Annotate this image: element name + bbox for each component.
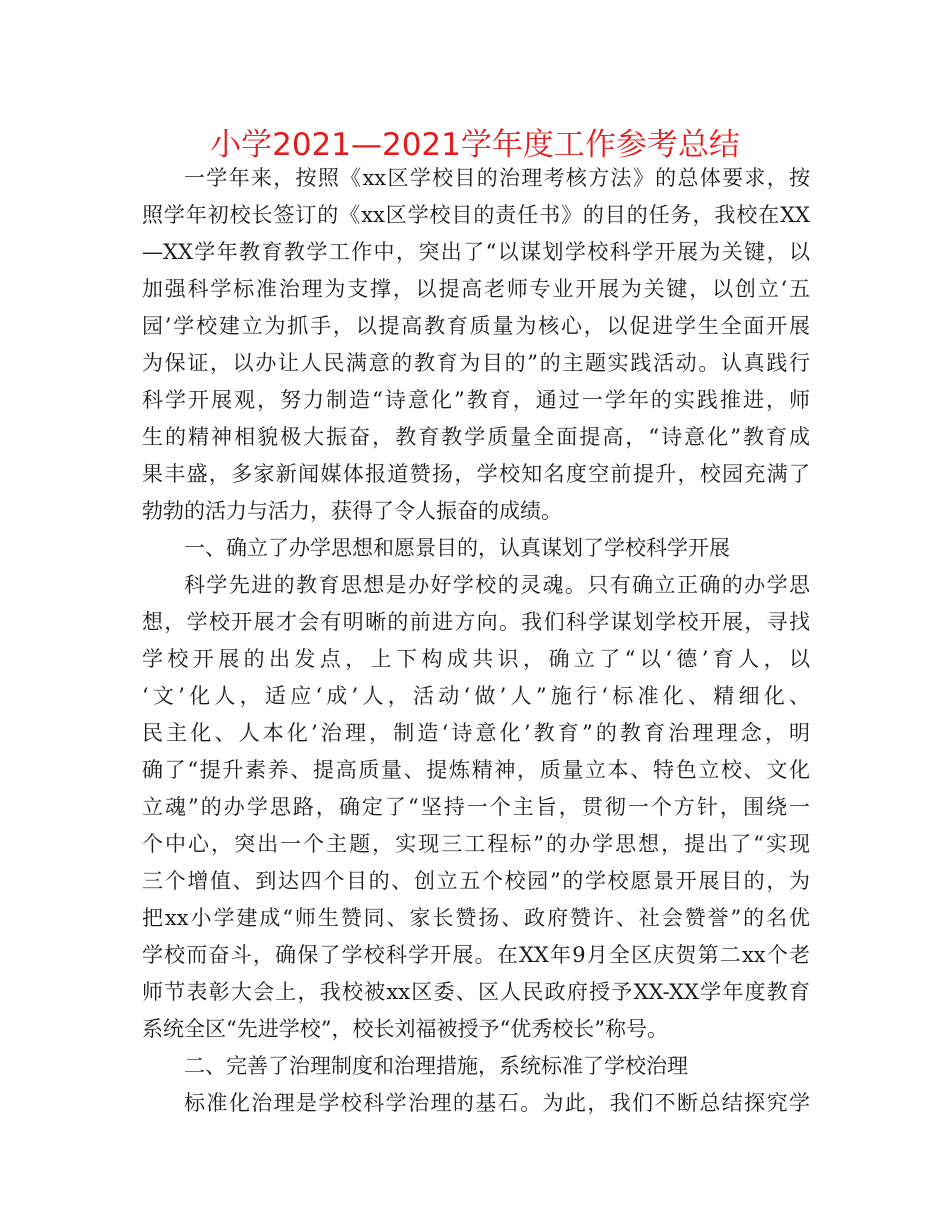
text-line: 民主化、人本化’治理，制造‘诗意化’教育”的教育治理理念，明 (142, 721, 810, 745)
text-line: 学校而奋斗，确保了学校科学开展。在XX年9月全区庆贺第二xx个老 (142, 943, 810, 967)
document-title: 小学2021—2021学年度工作参考总结 (210, 127, 740, 163)
text-line: 确了“提升素养、提高质量、提炼精神，质量立本、特色立校、文化 (142, 758, 810, 782)
text-line: 加强科学标准治理为支撑，以提高老师专业开展为关键，以创立‘五 (142, 277, 810, 301)
text-line: 系统全区“先进学校”，校长刘福被授予“优秀校长”称号。 (142, 1017, 668, 1041)
text-line: 科学先进的教育思想是办好学校的灵魂。只有确立正确的办学思 (184, 573, 810, 597)
text-line: 照学年初校长签订的《xx区学校目的责任书》的目的任务，我校在XX (142, 203, 810, 227)
text-line: 果丰盛，多家新闻媒体报道赞扬，学校知名度空前提升，校园充满了 (142, 462, 810, 486)
text-line: 把xx小学建成“师生赞同、家长赞扬、政府赞许、社会赞誉”的名优 (142, 906, 810, 930)
text-line: ‘文’化人，适应‘成’人，活动‘做’人”施行‘标准化、精细化、 (142, 684, 810, 708)
text-line: 一、确立了办学思想和愿景目的，认真谋划了学校科学开展 (184, 536, 730, 560)
text-line: 园’学校建立为抓手，以提高教育质量为核心，以促进学生全面开展 (142, 314, 810, 338)
document-body (142, 160, 810, 1122)
text-line: —XX学年教育教学工作中，突出了“以谋划学校科学开展为关键，以 (142, 240, 810, 264)
text-line: 立魂”的办学思路，确定了“坚持一个主旨，贯彻一个方针，围绕一 (142, 795, 810, 819)
text-line: 生的精神相貌极大振奋，教育教学质量全面提高，“诗意化”教育成 (142, 425, 810, 449)
text-line: 标准化治理是学校科学治理的基石。为此，我们不断总结探究学 (184, 1091, 810, 1115)
text-line: 学校开展的出发点，上下构成共识，确立了“以‘德’育人，以 (142, 647, 810, 671)
text-line: 想，学校开展才会有明晰的前进方向。我们科学谋划学校开展，寻找 (142, 610, 810, 634)
text-line: 师节表彰大会上，我校被xx区委、区人民政府授予XX-XX学年度教育 (142, 980, 810, 1004)
text-line: 个中心，突出一个主题，实现三工程标”的办学思想，提出了“实现 (142, 832, 810, 856)
text-line: 勃勃的活力与活力，获得了令人振奋的成绩。 (142, 499, 562, 523)
text-line: 为保证，以办让人民满意的教育为目的”的主题实践活动。认真践行 (142, 351, 810, 375)
text-line: 二、完善了治理制度和治理措施，系统标准了学校治理 (184, 1054, 688, 1078)
text-line: 三个增值、到达四个目的、创立五个校园”的学校愿景开展目的，为 (142, 869, 810, 893)
text-line: 一学年来，按照《xx区学校目的治理考核方法》的总体要求，按 (184, 166, 810, 190)
text-line: 科学开展观，努力制造“诗意化”教育，通过一学年的实践推进，师 (142, 388, 810, 412)
